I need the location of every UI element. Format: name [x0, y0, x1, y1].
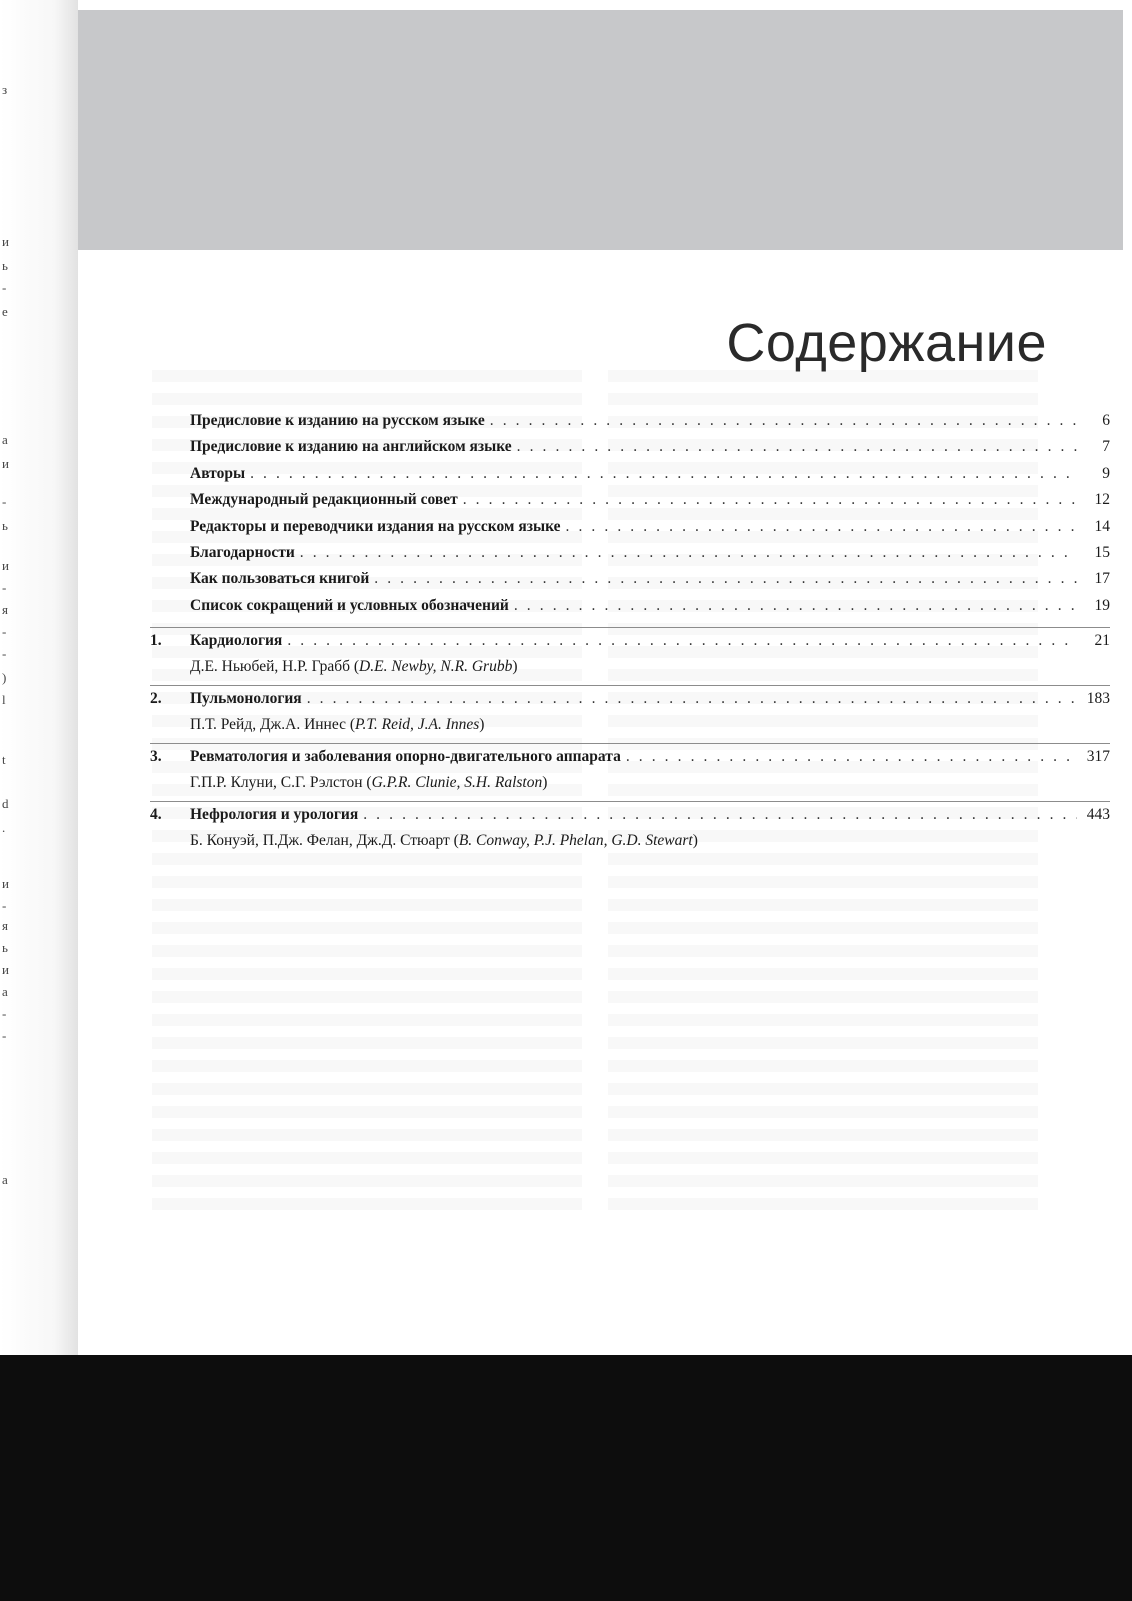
toc-entry-label: Как пользоваться книгой	[190, 570, 370, 588]
margin-glyph: я	[2, 602, 8, 617]
margin-glyph: -	[2, 898, 7, 913]
margin-glyph: и	[2, 876, 9, 891]
toc-entry[interactable]	[150, 518, 1110, 544]
margin-glyph: d	[2, 796, 9, 811]
margin-glyph: и	[2, 962, 9, 977]
toc-page-number: 7	[1102, 438, 1110, 456]
toc-entry-label: Благодарности	[190, 543, 295, 561]
margin-glyph: -	[2, 280, 7, 295]
toc-page-number: 9	[1102, 464, 1110, 482]
toc-entry[interactable]	[150, 570, 1110, 596]
chapter-authors	[190, 656, 1110, 681]
margin-glyph: ь	[2, 258, 8, 273]
facing-page-edge	[0, 0, 78, 1355]
authors-latin: P.T. Reid, J.A. Innes	[355, 716, 480, 734]
chapter-authors	[190, 772, 1110, 797]
toc-page-number: 15	[1094, 543, 1110, 561]
chapter-title-row[interactable]	[150, 748, 1110, 772]
authors-russian: П.Т. Рейд, Дж.А. Иннес (	[190, 716, 356, 734]
margin-glyph: и	[2, 558, 9, 573]
authors-close-paren: )	[479, 716, 485, 734]
margin-glyph: и	[2, 234, 9, 249]
margin-glyph: ь	[2, 940, 8, 955]
toc-page-number: 14	[1094, 517, 1110, 535]
chapter-number: 4.	[150, 806, 162, 824]
dot-leader	[300, 544, 1077, 562]
margin-glyph: )	[2, 670, 7, 685]
chapter-title: Нефрология и урология	[190, 806, 359, 824]
toc-page-number: 183	[1086, 690, 1110, 708]
margin-glyph: .	[2, 820, 6, 835]
authors-russian: Б. Конуэй, П.Дж. Фелан, Дж.Д. Стюарт (	[190, 832, 459, 850]
toc-entry-label: Редакторы и переводчики издания на русском языке	[190, 517, 561, 535]
dot-leader	[626, 748, 1077, 766]
chapter-title: Ревматология и заболевания опорно-двигательного аппарата	[190, 748, 621, 766]
margin-glyph: з	[2, 82, 8, 97]
dot-leader	[250, 465, 1077, 483]
chapter-number: 2.	[150, 690, 162, 708]
authors-close-paren: )	[512, 658, 518, 676]
dot-leader	[307, 690, 1077, 708]
chapter-entry	[150, 801, 1110, 855]
toc-entry[interactable]	[150, 544, 1110, 570]
dot-leader	[463, 491, 1077, 509]
chapter-title-row[interactable]	[150, 632, 1110, 656]
dot-leader	[363, 806, 1077, 824]
toc-entry-label: Международный редакционный совет	[190, 491, 458, 509]
header-band	[78, 10, 1123, 250]
dot-leader	[517, 438, 1077, 456]
dot-leader	[374, 570, 1077, 588]
authors-russian: Г.П.Р. Клуни, С.Г. Рэлстон (	[190, 774, 372, 792]
scan-background	[0, 1355, 1132, 1601]
toc-page-number: 317	[1086, 748, 1110, 766]
toc-entry-label: Предисловие к изданию на русском языке	[190, 412, 485, 429]
book-page	[78, 0, 1123, 1355]
chapter-entry	[150, 685, 1110, 739]
chapter-title: Кардиология	[190, 632, 283, 650]
toc-page-number: 17	[1094, 570, 1110, 588]
authors-russian: Д.Е. Ньюбей, Н.Р. Грабб (	[190, 658, 360, 676]
toc-entry[interactable]	[150, 412, 1110, 438]
chapter-number: 1.	[150, 632, 162, 650]
chapter-number: 3.	[150, 748, 162, 766]
authors-close-paren: )	[692, 832, 698, 850]
toc-entry[interactable]	[150, 438, 1110, 464]
toc-entry[interactable]	[150, 597, 1110, 623]
toc-page-number: 21	[1094, 632, 1110, 650]
chapter-authors	[190, 714, 1110, 739]
authors-latin: D.E. Newby, N.R. Grubb	[359, 658, 513, 676]
margin-glyph: ь	[2, 518, 8, 533]
chapter-title-row[interactable]	[150, 690, 1110, 714]
margin-glyph: t	[2, 752, 6, 767]
authors-latin: G.P.R. Clunie, S.H. Ralston	[371, 774, 543, 792]
dot-leader	[490, 412, 1077, 430]
toc-page-number: 443	[1086, 806, 1110, 824]
margin-glyph: -	[2, 1006, 7, 1021]
margin-glyph: -	[2, 580, 7, 595]
margin-glyph: l	[2, 692, 6, 707]
chapter-title: Пульмонология	[190, 690, 302, 708]
toc-page-number: 12	[1094, 491, 1110, 509]
authors-latin: B. Conway, P.J. Phelan, G.D. Stewart	[458, 832, 693, 850]
margin-glyph: а	[2, 1172, 8, 1187]
toc-entry-label: Авторы	[190, 464, 246, 482]
chapter-entry	[150, 743, 1110, 797]
margin-glyph: -	[2, 646, 7, 661]
margin-glyph: -	[2, 1028, 7, 1043]
page-title: Содержание	[726, 313, 1047, 373]
table-of-contents	[150, 412, 1110, 855]
margin-glyph: и	[2, 456, 9, 471]
toc-entry[interactable]	[150, 491, 1110, 517]
margin-glyph: -	[2, 494, 7, 509]
margin-glyph: а	[2, 984, 8, 999]
chapter-title-row[interactable]	[150, 806, 1110, 830]
margin-glyph: а	[2, 432, 8, 447]
margin-glyph: е	[2, 304, 8, 319]
toc-entry-label: Предисловие к изданию на английском языке	[190, 438, 512, 456]
margin-glyph: -	[2, 624, 7, 639]
toc-entry-label: Список сокращений и условных обозначений	[190, 596, 509, 614]
margin-glyph: я	[2, 918, 8, 933]
dot-leader	[287, 632, 1077, 650]
chapter-authors	[190, 830, 1110, 855]
toc-page-number: 6	[1102, 412, 1110, 429]
toc-entry[interactable]	[150, 465, 1110, 491]
chapter-entry	[150, 627, 1110, 681]
authors-close-paren: )	[542, 774, 548, 792]
toc-page-number: 19	[1094, 596, 1110, 614]
dot-leader	[514, 597, 1077, 615]
dot-leader	[566, 518, 1077, 536]
